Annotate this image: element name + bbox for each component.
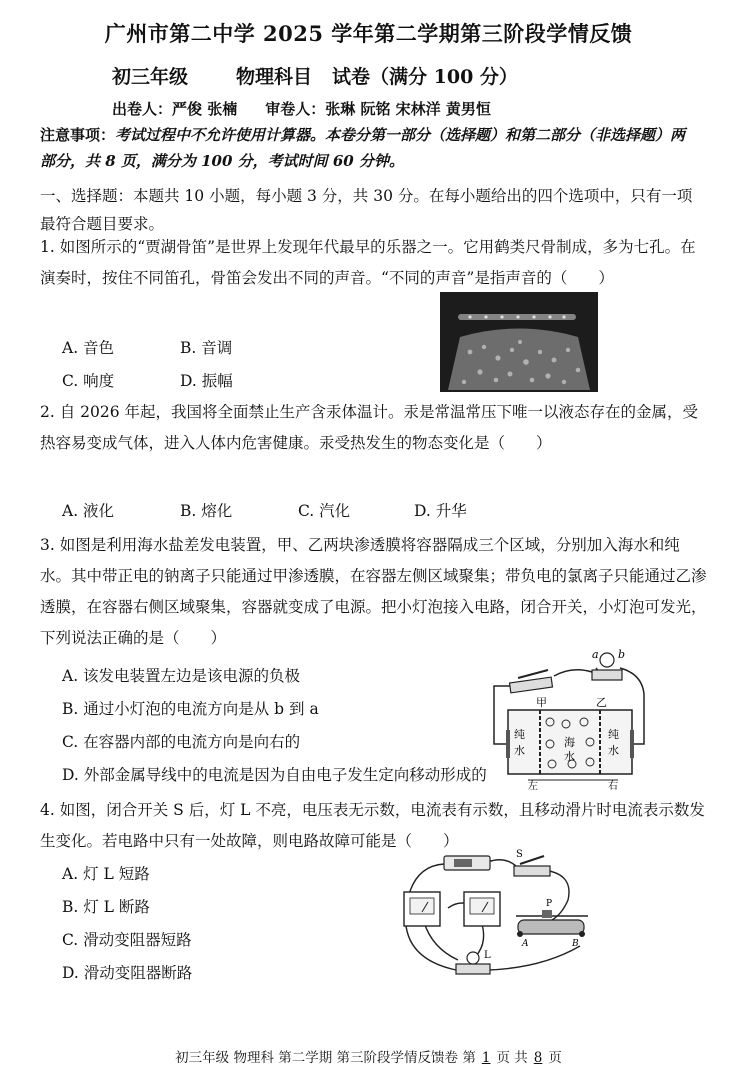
author-line	[112, 98, 491, 119]
q1-option-c: C. 响度	[62, 372, 115, 390]
q2-stem: 2. 自 2026 年起，我国将全面禁止生产含汞体温计。汞是常温常压下唯一以液态存在的金属，受热容易变成气体，进入人体内危害健康。汞受热发生的物态变化是（ ）	[40, 403, 699, 452]
battery-icon	[444, 856, 490, 870]
voltmeter-icon	[404, 892, 440, 926]
membrane-jia: 甲	[536, 696, 547, 709]
footer-page: 1	[481, 1050, 491, 1066]
label-a: a	[592, 648, 599, 661]
q2-option-b: B. 熔化	[180, 502, 233, 520]
switch-icon	[510, 670, 553, 693]
membrane-yi: 乙	[596, 696, 607, 709]
q4-option-a: A. 灯 L 短路	[62, 865, 150, 883]
q4-stem: 4. 如图，闭合开关 S 后，灯 L 不亮，电压表无示数，电流表有示数，且移动滑片时电流表示数发生变化。若电路中只有一处故障，则电路故障可能是（ ）	[40, 801, 705, 850]
notice-lead: 注意事项：	[40, 126, 116, 144]
q3-option-a: A. 该发电装置左边是该电源的负极	[62, 667, 301, 685]
label-b: b	[618, 648, 626, 661]
exam-notice	[40, 122, 700, 174]
slider-p-label: P	[546, 899, 553, 909]
fault-circuit-figure	[392, 848, 608, 990]
notice-text: 考试过程中不允许使用计算器。本卷分第一部分（选择题）和第二部分（非选择题）两部分，共 8 页，满分为 100 分，考试时间 60 分钟。	[40, 126, 686, 170]
label-right: 右	[608, 781, 618, 790]
q4-option-b: B. 灯 L 断路	[62, 898, 150, 916]
q4-option-c: C. 滑动变阻器短路	[62, 931, 192, 949]
bone-flute-photo	[440, 292, 598, 392]
q1-option-a: A. 音色	[62, 339, 115, 357]
rheostat-icon	[516, 910, 588, 937]
section-heading: 一、选择题：本题共 10 小题，每小题 3 分，共 30 分。在每小题给出的四个选项中，只有一项最符合题目要求。	[40, 187, 693, 233]
q1-option-b: B. 音调	[180, 339, 233, 357]
authors-label: 出卷人：严俊 张楠	[112, 100, 238, 118]
q2-option-a: A. 液化	[62, 502, 115, 520]
reviewers-label: 审卷人：张琳 阮铭 宋林洋 黄男恒	[265, 100, 491, 118]
exam-title: 广州市第二中学 2025 学年第二学期第三阶段学情反馈	[104, 21, 633, 46]
footer-mid: 页 共	[496, 1050, 528, 1066]
footer-total: 8	[533, 1050, 543, 1066]
svg-text:水: 水	[564, 750, 575, 763]
exam-subtitle	[112, 62, 518, 89]
switch-s-label: S	[516, 849, 523, 860]
lamp-l-label: L	[484, 950, 491, 961]
page-footer	[0, 1046, 737, 1066]
label-left: 左	[528, 781, 538, 790]
left-water-label: 纯	[514, 728, 525, 741]
footer-end: 页	[548, 1050, 562, 1066]
right-water-label: 纯	[608, 728, 619, 741]
footer-text: 初三年级 物理科 第二学期 第三阶段学情反馈卷 第	[175, 1050, 476, 1066]
q3-option-c: C. 在容器内部的电流方向是向右的	[62, 733, 301, 751]
terminal-a-label: A	[522, 939, 529, 949]
q1-option-d: D. 振幅	[180, 372, 233, 390]
ammeter-icon	[464, 892, 500, 926]
q4-option-d: D. 滑动变阻器断路	[62, 964, 193, 982]
paper-label: 试卷（满分 100 分）	[332, 66, 518, 88]
q1-stem: 1. 如图所示的“贾湖骨笛”是世界上发现年代最早的乐器之一。它用鹤类尺骨制成，多为七孔。在演奏时，按住不同笛孔，骨笛会发出不同的声音。“不同的声音”是指声音的（ ）	[40, 238, 696, 287]
grade-label: 初三年级	[112, 66, 189, 88]
svg-text:水: 水	[514, 744, 525, 757]
q2-option-c: C. 汽化	[298, 502, 351, 520]
sea-label: 海	[564, 736, 575, 749]
svg-text:水: 水	[608, 744, 619, 757]
subject-label: 物理科目	[236, 66, 313, 88]
q2-option-d: D. 升华	[414, 502, 467, 520]
q3-stem: 3. 如图是利用海水盐差发电装置，甲、乙两块渗透膜将容器隔成三个区域，分别加入海水和纯水。其中带正电的钠离子只能通过甲渗透膜，在容器左侧区域聚集；带负电的氯离子只能通过乙渗透膜，在容器右侧区域聚集，容器就变成了电源。把小灯泡接入电路，闭合开关，小灯泡可发光，下列说法正确的是（ ）	[40, 536, 707, 647]
q3-option-d: D. 外部金属导线中的电流是因为自由电子发生定向移动形成的	[62, 766, 487, 784]
salinity-generator-figure	[492, 644, 664, 790]
terminal-b-label: B	[572, 939, 579, 949]
q3-option-b: B. 通过小灯泡的电流方向是从 b 到 a	[62, 700, 319, 718]
